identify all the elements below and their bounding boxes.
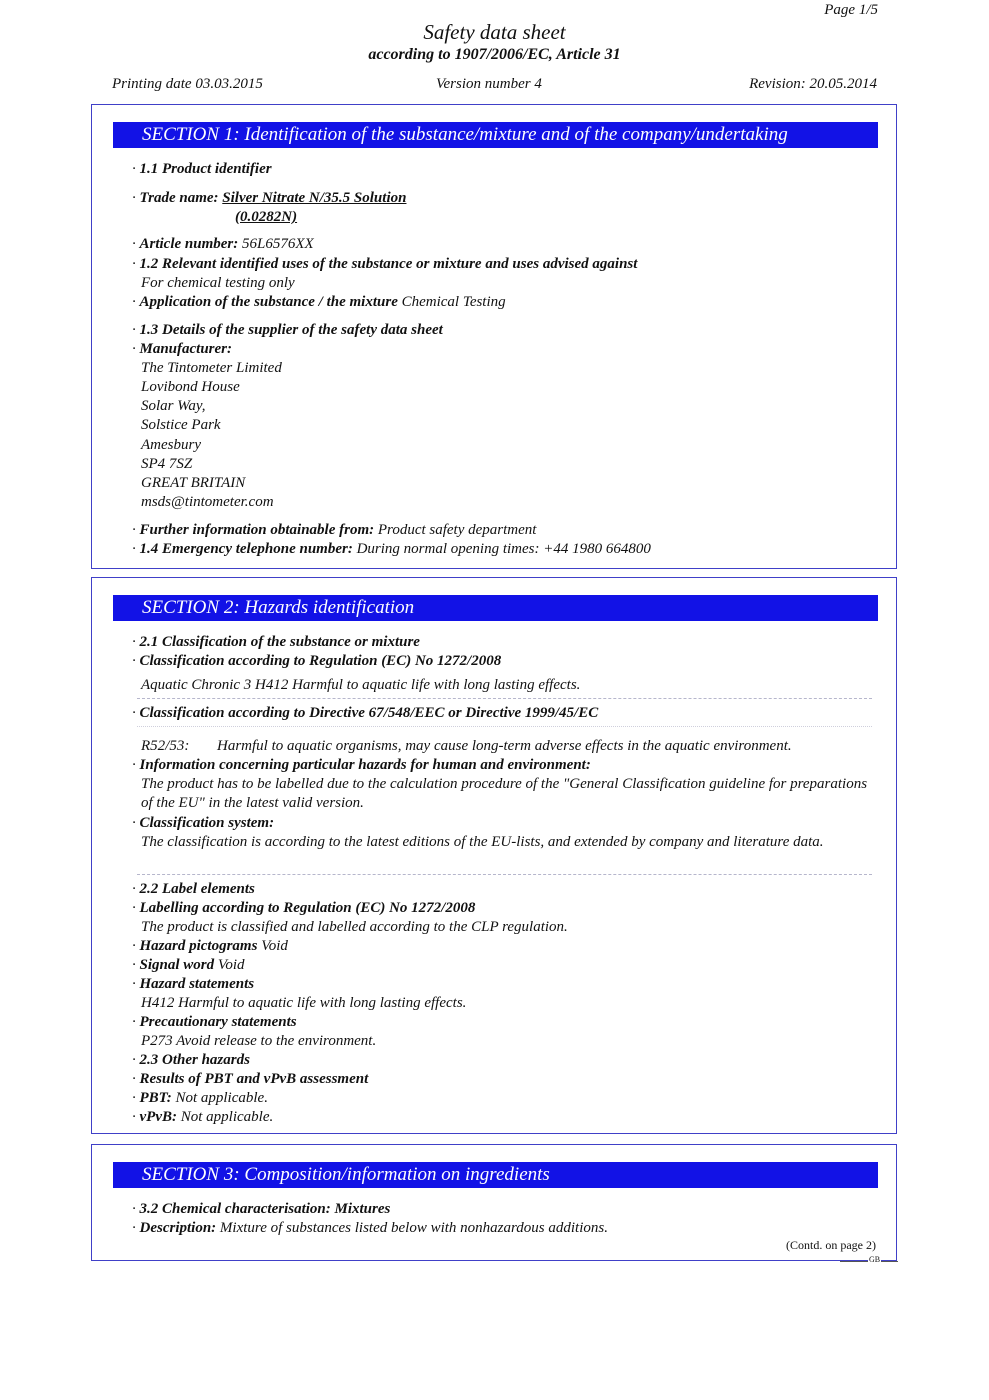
section-2-heading: SECTION 2: Hazards identification (113, 595, 878, 621)
application: · Application of the substance / the mixture Chemical Testing (132, 294, 506, 310)
email-link[interactable]: msds@tintometer.com (141, 494, 274, 510)
classification-system-label: · Classification system: (132, 815, 275, 831)
document-title: Safety data sheet (423, 20, 566, 44)
address-line: Amesbury (141, 437, 201, 453)
relevant-uses-value: For chemical testing only (141, 275, 295, 291)
country-code: GB (869, 1255, 881, 1264)
chemical-characterisation: · 3.2 Chemical characterisation: Mixtures (132, 1201, 391, 1217)
revision-date: Revision: 20.05.2014 (749, 76, 877, 92)
divider (137, 698, 872, 699)
further-information: · Further information obtainable from: Product safety department (132, 522, 537, 538)
emergency-telephone: · 1.4 Emergency telephone number: During normal opening times: +44 1980 664800 (132, 541, 651, 557)
precautionary-statement-value: P273 Avoid release to the environment. (141, 1033, 377, 1049)
section-3-heading: SECTION 3: Composition/information on ingredients (113, 1162, 878, 1188)
signal-word: · Signal word Void (132, 957, 245, 973)
section-1-heading: SECTION 1: Identification of the substance/mixture and of the company/undertaking (113, 122, 878, 148)
other-hazards-heading: · 2.3 Other hazards (132, 1052, 250, 1068)
supplier-heading: · 1.3 Details of the supplier of the safety data sheet (132, 322, 443, 338)
pbt-assessment-label: · Results of PBT and vPvB assessment (132, 1071, 369, 1087)
article-number: · Article number: 56L6576XX (132, 236, 314, 252)
address-line: The Tintometer Limited (141, 360, 282, 376)
section-1-box (91, 104, 897, 569)
classification-system-value: The classification is according to the latest editions of the EU-lists, and extended by company and literature data. (141, 834, 824, 850)
address-line: Lovibond House (141, 379, 240, 395)
section-3-box (91, 1144, 897, 1261)
hazard-information-value: The product has to be labelled due to the calculation procedure of the "General Classification guideline for preparations of the EU" in the latest valid version. (141, 776, 868, 811)
vpvb-result: · vPvB: Not applicable. (132, 1109, 274, 1125)
divider (137, 874, 872, 875)
page-number: Page 1/5 (824, 2, 878, 18)
clp-classification-value: Aquatic Chronic 3 H412 Harmful to aquatic life with long lasting effects. (141, 677, 581, 693)
clp-classification-label: · Classification according to Regulation (EC) No 1272/2008 (132, 653, 502, 669)
continued-note: (Contd. on page 2) (786, 1238, 876, 1252)
version-number: Version number 4 (436, 76, 542, 92)
divider (137, 726, 872, 727)
trade-name-value: Silver Nitrate N/35.5 Solution (222, 190, 407, 206)
labelling-label: · Labelling according to Regulation (EC) No 1272/2008 (132, 900, 476, 916)
pbt-result: · PBT: Not applicable. (132, 1090, 268, 1106)
document-subtitle: according to 1907/2006/EC, Article 31 (368, 46, 621, 63)
section-2-box (91, 577, 897, 1134)
manufacturer-label: · Manufacturer: (132, 341, 233, 357)
directive-classification-label: · Classification according to Directive 67/548/EEC or Directive 1999/45/EC (132, 705, 599, 721)
hazard-statements-label: · Hazard statements (132, 976, 255, 992)
labelling-value: The product is classified and labelled according to the CLP regulation. (141, 919, 568, 935)
hazard-pictograms: · Hazard pictograms Void (132, 938, 288, 954)
trade-name: · Trade name: Silver Nitrate N/35.5 Solution (132, 190, 407, 206)
precautionary-statements-label: · Precautionary statements (132, 1014, 297, 1030)
label-elements-heading: · 2.2 Label elements (132, 881, 255, 897)
address-line: Solar Way, (141, 398, 206, 414)
address-line: SP4 7SZ (141, 456, 193, 472)
hazard-statement-value: H412 Harmful to aquatic life with long lasting effects. (141, 995, 467, 1011)
classification-heading: · 2.1 Classification of the substance or mixture (132, 634, 420, 650)
risk-phrase: R52/53: Harmful to aquatic organisms, may cause long-term adverse effects in the aquatic environment. (141, 738, 792, 754)
address-line: GREAT BRITAIN (141, 475, 246, 491)
trade-name-concentration: (0.0282N) (235, 209, 298, 225)
product-identifier: · 1.1 Product identifier (132, 161, 272, 177)
printing-date: Printing date 03.03.2015 (112, 76, 263, 92)
mixture-description: · Description: Mixture of substances listed below with nonhazardous additions. (132, 1220, 608, 1236)
hazard-information-label: · Information concerning particular hazards for human and environment: (132, 757, 591, 773)
relevant-uses-heading: · 1.2 Relevant identified uses of the substance or mixture and uses advised against (132, 256, 638, 272)
address-line: Solstice Park (141, 417, 221, 433)
